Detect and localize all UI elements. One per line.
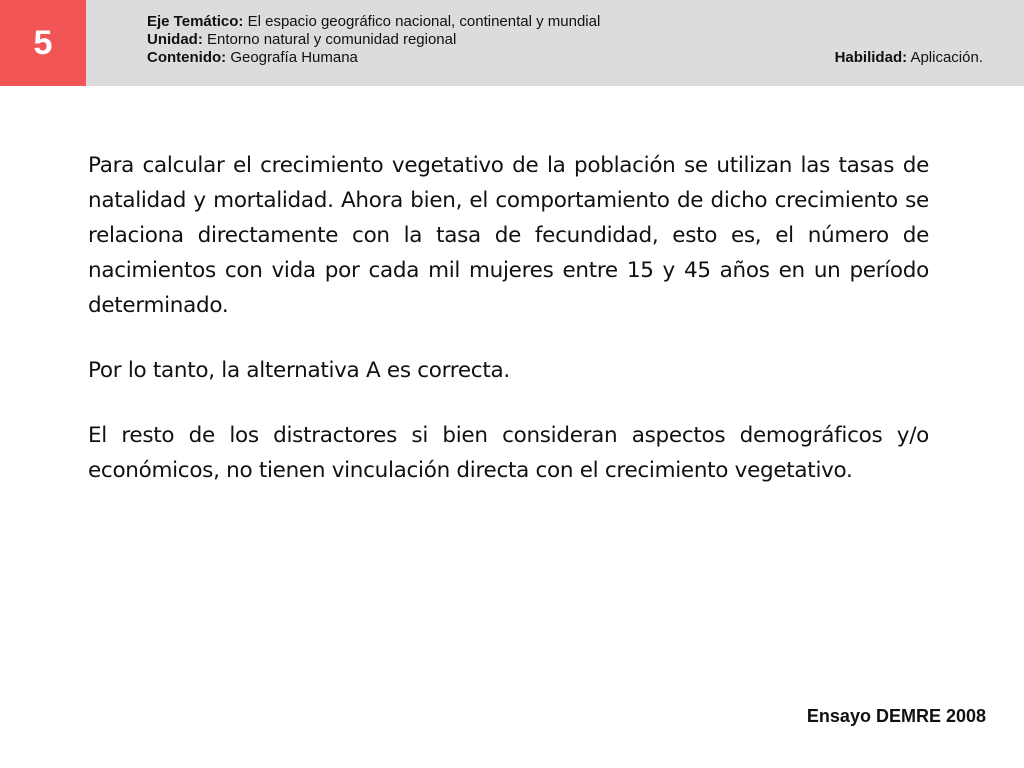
- source-footer: Ensayo DEMRE 2008: [806, 706, 986, 726]
- slide-number-badge: [0, 0, 86, 86]
- habilidad: [835, 49, 983, 67]
- eje-value: El espacio geográfico nacional, continental y mundial: [247, 13, 601, 30]
- paragraph-2: Por lo tanto, la alternativa A es correcta.: [88, 358, 510, 383]
- contenido-label: Contenido:: [147, 49, 227, 66]
- paragraph-1: Para calcular el crecimiento vegetativo de la población se utilizan las tasas de natalidad y mortalidad. Ahora bien, el comportamiento de dicho crecimiento se relaciona directamente con la tasa de fecundidad, esto es, el número de nacimientos con vida por cada mil mujeres entre 15 y 45 años en un período determinado.: [88, 153, 929, 318]
- unidad-value: Entorno natural y comunidad regional: [207, 31, 457, 48]
- contenido-row: [147, 49, 983, 67]
- slide-number: 5: [33, 23, 53, 62]
- unidad-label: Unidad:: [147, 31, 203, 48]
- eje-row: [147, 13, 983, 31]
- habilidad-label: Habilidad:: [834, 49, 908, 66]
- habilidad-value: Aplicación.: [910, 49, 983, 66]
- header-metadata: [147, 13, 983, 67]
- unidad-row: [147, 31, 983, 49]
- eje-label: Eje Temático:: [147, 13, 244, 30]
- paragraph-3: El resto de los distractores si bien consideran aspectos demográficos y/o económicos, no tienen vinculación directa con el crecimiento vegetativo.: [88, 423, 929, 483]
- contenido-value: Geografía Humana: [230, 49, 358, 66]
- explanation-body: [88, 148, 929, 518]
